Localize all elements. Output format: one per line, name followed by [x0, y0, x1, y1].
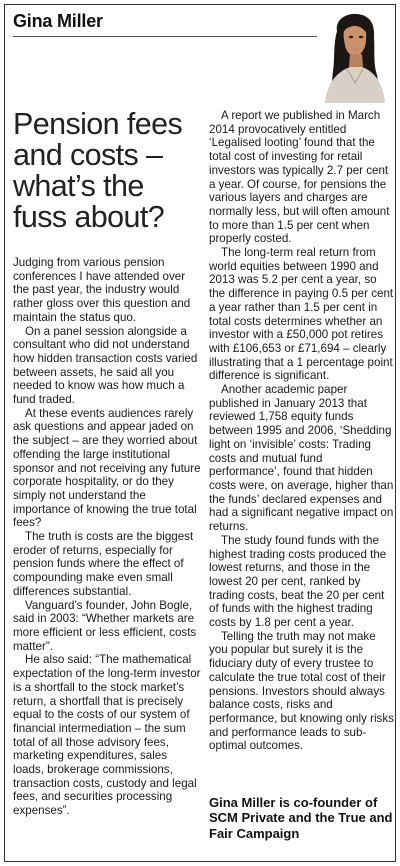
paragraph: The truth is costs are the biggest eroder of returns, especially for pension funds where the effect of compounding make even small differences substantial. [13, 530, 194, 598]
paragraph: At these events audiences rarely ask questions and appear jaded on the subject – are they worried about offending the large institutional sponsor and not receiving any future corporate hospitality, or do they simply not understand the importance of knowing the true total fees? [13, 406, 201, 530]
paragraph: The study found funds with the highest trading costs produced the lowest returns, and those in the lowest 20 per cent, ranked by trading costs, beat the 20 per cent of funds with the highest trading costs by 1.8 per cent a year. [209, 533, 387, 630]
paragraph: A report we published in March 2014 provocatively entitled ‘Legalised looting’ found that the total cost of investing for retail investors was typically 2.7 per cent a year. Of course, for pensions the various layers and charges are normally less, but will often amount to more than 1.5 per cent when properly costed. [209, 109, 390, 246]
paragraph: The long-term real return from world equities between 1990 and 2013 was 5.2 per cent a year, so the difference in paying 0.5 per cent a year rather than 1.5 per cent in total costs determines whether an investor with a £50,000 pot retires with £106,653 or £71,694 – clearly illustrating that a 1 percentage point difference is significant. [209, 246, 394, 383]
paragraph: Another academic paper published in January 2013 that reviewed 1,758 equity funds between 1995 and 2006, ‘Shedding light on ‘invisible’ costs: Trading costs and mutual fund performance’, found that hidden costs were, on average, higher than the funds’ declared expenses and had a significant negative impact on returns. [209, 383, 394, 534]
author-note: Gina Miller is co-founder of SCM Private and the True and Fair Campaign [209, 795, 393, 841]
left-column [13, 256, 201, 818]
article-header [5, 5, 395, 105]
right-column [209, 109, 395, 753]
paragraph: Judging from various pension conferences I have attended over the past year, the industry would rather gloss over this question and maintain the status quo. [13, 256, 191, 324]
headline: Pension fees and costs – what’s the fuss about? [13, 107, 183, 234]
author-portrait-photo [317, 11, 389, 103]
byline: Gina Miller [13, 11, 103, 31]
paragraph: On a panel session alongside a consultant who did not understand how hidden transaction costs varied between assets, he said all you needed to know was how much a fund traded. [13, 324, 198, 407]
paragraph: He also said: “The mathematical expectation of the long-term investor is a shortfall to the stock market’s return, a shortfall that is precisely equal to the costs of our system of financial intermediation – the sum total of all those advisory fees, marketing expenditures, sales loads, brokerage commissions, transaction costs, custody and legal fees, and securities processing expenses”. [13, 653, 201, 818]
article-page [4, 4, 396, 862]
paragraph: Telling the truth may not make you popular but surely it is the fiduciary duty of every trustee to calculate the true total cost of their pensions. Investors should always balance costs, risks and performance, but knowing only risks and performance leads to sub-optimal outcomes. [209, 629, 394, 753]
byline-rule [13, 36, 317, 37]
paragraph: Vanguard’s founder, John Bogle, said in 2003: “Whether markets are more efficient or less efficient, costs matter”. [13, 598, 197, 653]
